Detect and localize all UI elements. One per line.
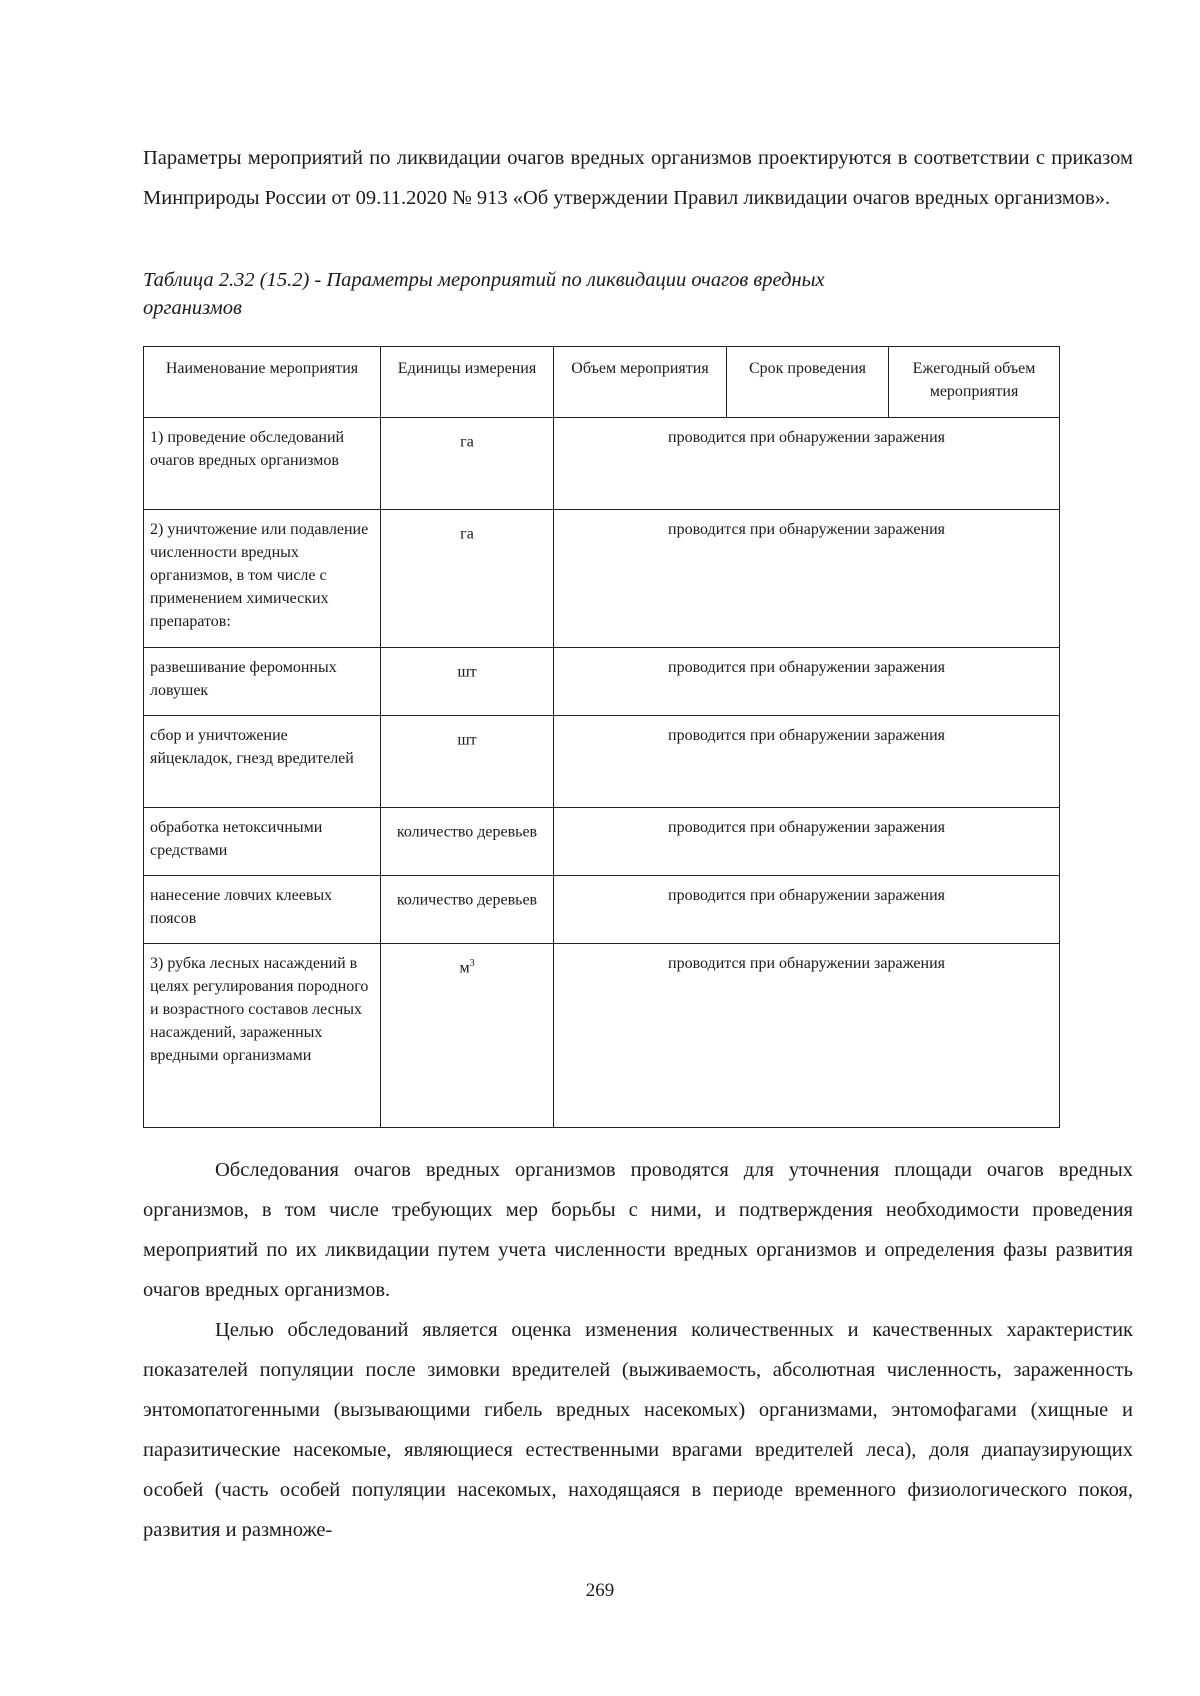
measure-note: проводится при обнаружении заражения bbox=[554, 418, 1060, 510]
measure-note: проводится при обнаружении заражения bbox=[554, 648, 1060, 716]
measure-unit bbox=[381, 418, 554, 510]
unit-text: га bbox=[460, 525, 474, 543]
intro-paragraph: Параметры мероприятий по ликвидации очагов вредных организмов проектируются в соответствии с приказом Минприроды России от 09.11.2020 № 913 «Об утверждении Правил ликвидации очагов вредных организмов». bbox=[143, 147, 1133, 209]
table-header-row bbox=[144, 347, 1060, 418]
table-row bbox=[144, 648, 1060, 716]
measure-name: 3) рубка лесных насаждений в целях регулирования породного и возрастного составов лесных насаждений, зараженных вредными организмами bbox=[144, 944, 381, 1128]
header-term: Срок проведения bbox=[727, 347, 889, 418]
unit-text: количество деревьев bbox=[396, 823, 538, 841]
measure-unit bbox=[381, 876, 554, 944]
measure-name: 2) уничтожение или подавление численности вредных организмов, в том числе с применением химических препаратов: bbox=[144, 510, 381, 648]
measure-name: нанесение ловчих клеевых поясов bbox=[144, 876, 381, 944]
table-row bbox=[144, 808, 1060, 876]
measure-unit bbox=[381, 944, 554, 1128]
table-row bbox=[144, 876, 1060, 944]
measure-note: проводится при обнаружении заражения bbox=[554, 510, 1060, 648]
measure-name: обработка нетоксичными средствами bbox=[144, 808, 381, 876]
table-row bbox=[144, 716, 1060, 808]
table-row bbox=[144, 944, 1060, 1128]
measure-note: проводится при обнаружении заражения bbox=[554, 716, 1060, 808]
page-number: 269 bbox=[585, 1580, 615, 1601]
table-row bbox=[144, 510, 1060, 648]
measure-note: проводится при обнаружении заражения bbox=[554, 876, 1060, 944]
unit-text: шт bbox=[457, 731, 477, 749]
header-name: Наименование мероприятия bbox=[144, 347, 381, 418]
unit-text: количество деревьев bbox=[396, 891, 538, 909]
header-volume: Объем мероприятия bbox=[554, 347, 727, 418]
body-paragraph-surveys: Обследования очагов вредных организмов проводятся для уточнения площади очагов вредных организмов, в том числе требующих мер борьбы с ними, и подтверждения необходимости проведения мероприятий по их ликвидации путем учета численности вредных организмов и определения фазы развития очагов вредных организмов. bbox=[143, 1159, 1133, 1301]
measure-note: проводится при обнаружении заражения bbox=[554, 944, 1060, 1128]
measure-note: проводится при обнаружении заражения bbox=[554, 808, 1060, 876]
unit-superscript: 3 bbox=[469, 958, 475, 969]
measure-unit bbox=[381, 808, 554, 876]
measure-unit bbox=[381, 648, 554, 716]
measure-unit bbox=[381, 716, 554, 808]
unit-text: шт bbox=[457, 663, 477, 681]
measures-table bbox=[143, 346, 1060, 1128]
header-annual-volume: Ежегодный объем мероприятия bbox=[889, 347, 1060, 418]
unit-text: га bbox=[460, 433, 474, 451]
table-row bbox=[144, 418, 1060, 510]
measure-name: сбор и уничтожение яйцекладок, гнезд вредителей bbox=[144, 716, 381, 808]
measure-unit bbox=[381, 510, 554, 648]
measure-name: 1) проведение обследований очагов вредных организмов bbox=[144, 418, 381, 510]
header-unit: Единицы измерения bbox=[381, 347, 554, 418]
unit-text: м bbox=[459, 959, 470, 977]
body-paragraph-purpose: Целью обследований является оценка изменения количественных и качественных характеристик показателей популяции после зимовки вредителей (выживаемость, абсолютная численность, зараженность энтомопатогенными (вызывающими гибель вредных насекомых) организмами, энтомофагами (хищные и паразитические насекомые, являющиеся естественными врагами вредителей леса), доля диапаузирующих особей (часть особей популяции насекомых, находящаяся в периоде временного физиологического покоя, развития и размноже- bbox=[143, 1319, 1133, 1541]
table-caption: Таблица 2.32 (15.2) - Параметры мероприятий по ликвидации очагов вредных организмов bbox=[143, 269, 825, 319]
measure-name: развешивание феромонных ловушек bbox=[144, 648, 381, 716]
